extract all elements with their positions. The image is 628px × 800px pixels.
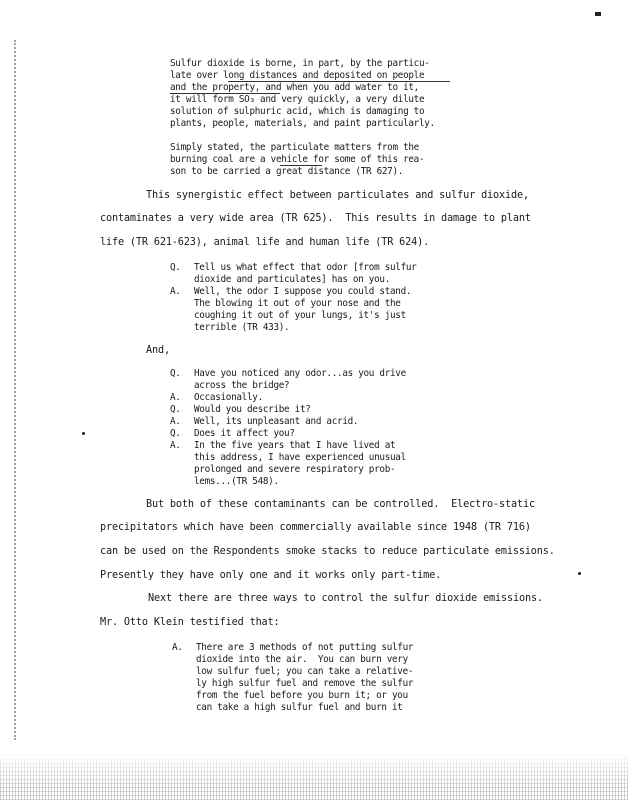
scan-speck [578, 572, 581, 575]
qa-line: lems...(TR 548). [194, 476, 279, 487]
qa-line: this address, I have experienced unusual [194, 452, 406, 463]
qa-line: dioxide into the air. You can burn very [196, 654, 408, 665]
qa-line: from the fuel before you burn it; or you [196, 690, 408, 701]
qa-line: There are 3 methods of not putting sulfur [196, 642, 414, 653]
quote2-line: son to be carried a great distance (TR 627). [170, 166, 404, 177]
qa-line: Tell us what effect that odor [from sulfur [194, 262, 417, 273]
body-paragraph-line: can be used on the Respondents smoke stacks to reduce particulate emissions. [100, 546, 555, 557]
qa-line: coughing it out of your lungs, it's just [194, 310, 406, 321]
qa-marker: Q. [170, 428, 181, 439]
qa-marker: A. [170, 416, 181, 427]
body-paragraph-line: But both of these contaminants can be controlled. Electro-static [146, 499, 535, 510]
qa-marker: Q. [170, 404, 181, 415]
quote1-line: plants, people, materials, and paint particularly. [170, 118, 435, 129]
body-paragraph-line: life (TR 621-623), animal life and human life (TR 624). [100, 237, 430, 248]
body-paragraph-line: Next there are three ways to control the sulfur dioxide emissions. [148, 593, 543, 604]
qa-line: ly high sulfur fuel and remove the sulfur [196, 678, 414, 689]
handwritten-underline [228, 81, 450, 82]
qa-marker: A. [170, 286, 181, 297]
quote1-line: Sulfur dioxide is borne, in part, by the particu- [170, 58, 430, 69]
qa-line: dioxide and particulates] has on you. [194, 274, 390, 285]
qa-line: Well, the odor I suppose you could stand. [194, 286, 412, 297]
handwritten-underline [170, 93, 280, 94]
qa-line: Have you noticed any odor...as you drive [194, 368, 406, 379]
qa-marker: Q. [170, 262, 181, 273]
qa-line: The blowing it out of your nose and the [194, 298, 401, 309]
quote2-line: Simply stated, the particulate matters from the [170, 142, 419, 153]
scan-speck [82, 432, 85, 435]
qa-line: Does it affect you? [194, 428, 295, 439]
quote1-line: and the property, and when you add water to it, [170, 82, 419, 93]
and-text: And, [146, 345, 170, 356]
qa-line: can take a high sulfur fuel and burn it [196, 702, 403, 713]
qa-marker: A. [170, 440, 181, 451]
handwritten-underline [280, 165, 322, 166]
qa-line: terrible (TR 433). [194, 322, 290, 333]
qa-marker: A. [172, 642, 183, 653]
quote1-line: solution of sulphuric acid, which is damaging to [170, 106, 425, 117]
qa-line: Well, its unpleasant and acrid. [194, 416, 359, 427]
body-paragraph-line: precipitators which have been commercially available since 1948 (TR 716) [100, 522, 531, 533]
quote1-line: it will form SO₃ and very quickly, a very dilute [170, 94, 425, 105]
qa-line: In the five years that I have lived at [194, 440, 396, 451]
quote2-line: burning coal are a vehicle for some of this rea- [170, 154, 425, 165]
qa-line: Occasionally. [194, 392, 263, 403]
qa-line: Would you describe it? [194, 404, 311, 415]
qa-line: prolonged and severe respiratory prob- [194, 464, 396, 475]
testimony-intro: Mr. Otto Klein testified that: [100, 617, 280, 628]
qa-marker: Q. [170, 368, 181, 379]
corner-mark [595, 12, 601, 16]
body-paragraph-line: This synergistic effect between particulates and sulfur dioxide, [146, 190, 529, 201]
qa-line: low sulfur fuel; you can take a relative- [196, 666, 414, 677]
body-paragraph-line: contaminates a very wide area (TR 625). This results in damage to plant [100, 213, 531, 224]
body-paragraph-line: Presently they have only one and it works only part-time. [100, 570, 442, 581]
quote1-line: late over long distances and deposited on people [170, 70, 425, 81]
scan-bottom-noise [0, 752, 628, 800]
qa-line: across the bridge? [194, 380, 290, 391]
scan-left-edge [14, 40, 20, 740]
qa-marker: A. [170, 392, 181, 403]
